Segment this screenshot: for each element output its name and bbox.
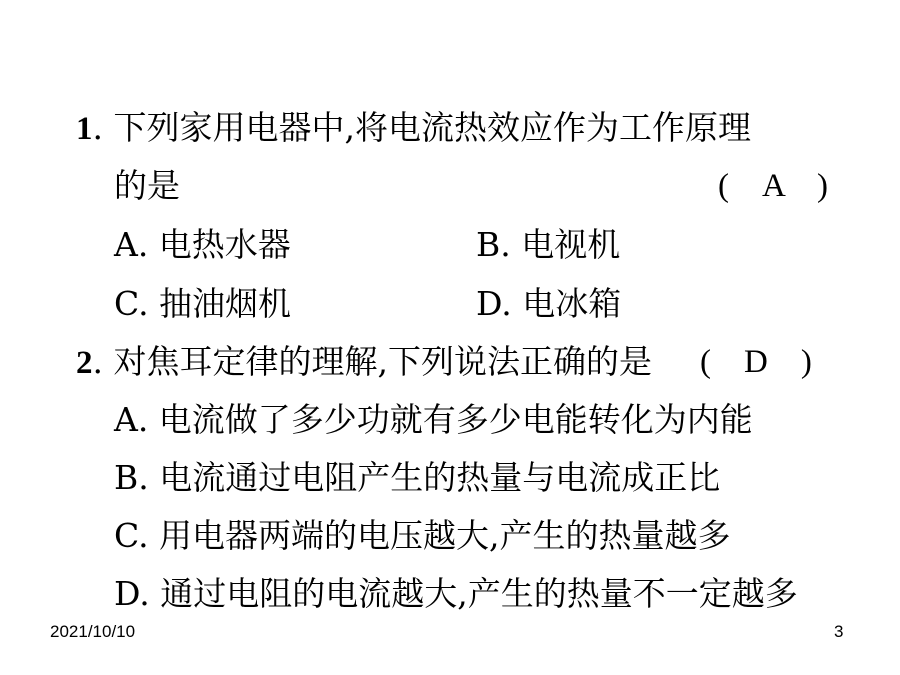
question-1-number: 1 [76, 111, 93, 147]
question-2-number: 2 [76, 345, 93, 381]
footer-page-number: 3 [834, 622, 844, 641]
question-1-stem-line2: 的是 [114, 166, 180, 205]
question-1-option-c: C. 抽油烟机 [114, 284, 292, 323]
question-1-stem [76, 108, 751, 149]
footer-date: 2021/10/10 [50, 622, 136, 641]
question-2-stem [76, 342, 652, 383]
question-1-stem-line1: . 下列家用电器中,将电流热效应作为工作原理 [92, 108, 751, 147]
question-2-option-b: B. 电流通过电阻产生的热量与电流成正比 [114, 458, 721, 497]
question-2-stem-line1: . 对焦耳定律的理解,下列说法正确的是 [92, 342, 652, 381]
question-2-answer: ( D ) [700, 344, 812, 380]
question-1-option-a: A. 电热水器 [114, 225, 291, 264]
question-2-option-d: D. 通过电阻的电流越大,产生的热量不一定越多 [114, 574, 798, 613]
question-1-answer: ( A ) [718, 168, 828, 204]
question-1-option-b: B. 电视机 [476, 225, 621, 264]
question-2-option-c: C. 用电器两端的电压越大,产生的热量越多 [114, 516, 731, 555]
question-1-option-d: D. 电冰箱 [476, 284, 622, 323]
question-2-option-a: A. 电流做了多少功就有多少电能转化为内能 [114, 400, 753, 439]
